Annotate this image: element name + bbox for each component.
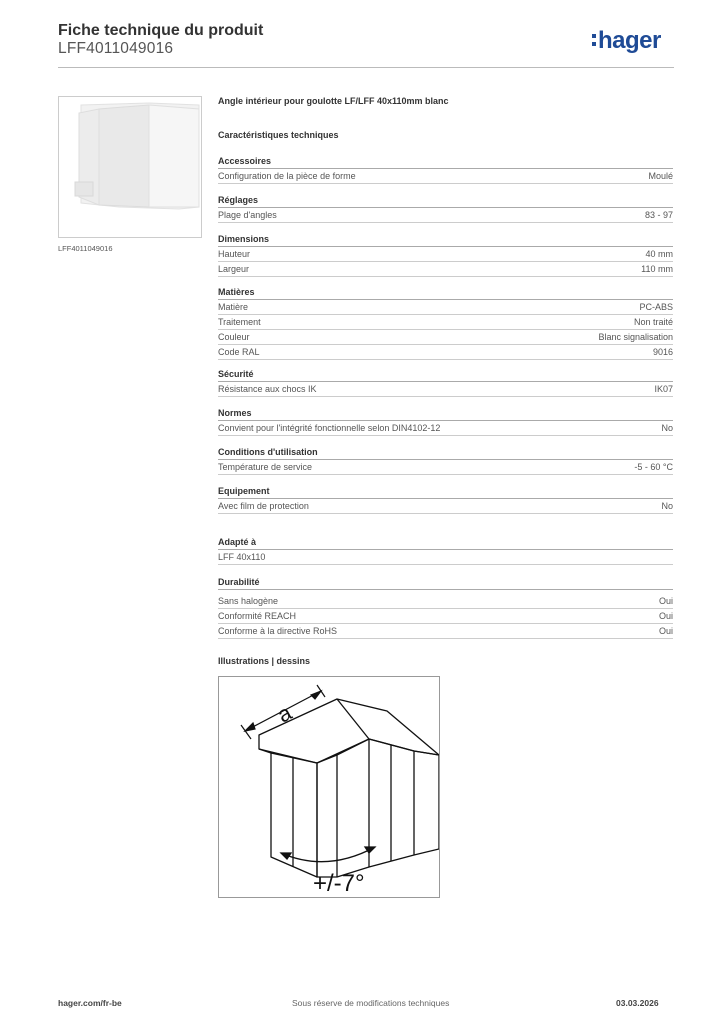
spec-row (218, 300, 673, 315)
product-name: Angle intérieur pour goulotte LF/LFF 40x110mm blanc (218, 96, 449, 106)
illustrations-title: Illustrations | dessins (218, 656, 311, 666)
footer-disclaimer: Sous réserve de modifications techniques (292, 998, 450, 1008)
product-code: LFF4011049016 (58, 40, 174, 57)
section-title-matieres: Matières (218, 287, 255, 297)
product-thumbnail (58, 96, 202, 238)
technical-drawing (218, 676, 440, 898)
product-thumbnail-image (59, 97, 201, 237)
angle-label: +/-7° (313, 870, 365, 897)
spec-label: Conformité REACH (218, 611, 297, 621)
spec-row (218, 208, 673, 223)
section-title-reglages: Réglages (218, 195, 259, 205)
spec-row (218, 345, 673, 360)
section-title-accessoires: Accessoires (218, 156, 272, 166)
spec-label: Convient pour l'intégrité fonctionnelle selon DIN4102-12 (218, 423, 441, 433)
spec-row (218, 550, 673, 565)
spec-value: Oui (658, 611, 673, 621)
spec-label: LFF 40x110 (218, 552, 266, 562)
dimension-label: a (273, 699, 296, 728)
spec-row (218, 421, 673, 436)
spec-value: 9016 (652, 347, 673, 357)
section-divider (218, 589, 673, 590)
spec-label: Résistance aux chocs IK (218, 384, 317, 394)
section-title-dimensions: Dimensions (218, 234, 270, 244)
spec-heading: Caractéristiques techniques (218, 130, 339, 140)
thumbnail-caption: LFF4011049016 (58, 244, 113, 253)
spec-row (218, 315, 673, 330)
spec-value: 110 mm (641, 264, 673, 274)
spec-value: -5 - 60 °C (634, 462, 673, 472)
spec-row (218, 594, 673, 609)
section-title-conditions: Conditions d'utilisation (218, 447, 318, 457)
spec-value: PC-ABS (639, 302, 673, 312)
section-title-securite: Sécurité (218, 369, 254, 379)
spec-row (218, 330, 673, 345)
spec-label: Traitement (218, 317, 261, 327)
spec-value: Blanc signalisation (598, 332, 673, 342)
spec-row (218, 262, 673, 277)
spec-row (218, 624, 673, 639)
spec-value: Oui (658, 596, 673, 606)
spec-row (218, 247, 673, 262)
spec-label: Sans halogène (218, 596, 279, 606)
spec-row (218, 169, 673, 184)
spec-label: Code RAL (218, 347, 260, 357)
section-title-normes: Normes (218, 408, 252, 418)
spec-label: Largeur (218, 264, 250, 274)
spec-value: Moulé (648, 171, 673, 181)
spec-row (218, 382, 673, 397)
technical-drawing-svg (219, 677, 439, 897)
spec-value: No (661, 501, 673, 511)
spec-row (218, 460, 673, 475)
section-title-adapte: Adapté à (218, 537, 257, 547)
page-title: Fiche technique du produit (58, 22, 264, 39)
spec-label: Couleur (218, 332, 250, 342)
spec-label: Température de service (218, 462, 313, 472)
spec-label: Configuration de la pièce de forme (218, 171, 356, 181)
spec-label: Plage d'angles (218, 210, 277, 220)
brand-name: hager (598, 27, 661, 54)
footer-website: hager.com/fr-be (58, 998, 122, 1008)
brand-logo (592, 27, 661, 55)
footer-date: 03.03.2026 (616, 998, 659, 1008)
spec-value: IK07 (654, 384, 673, 394)
spec-value: Oui (658, 626, 673, 636)
section-title-durabilite: Durabilité (218, 577, 260, 587)
spec-value: No (661, 423, 673, 433)
spec-label: Avec film de protection (218, 501, 309, 511)
spec-row (218, 499, 673, 514)
logo-dots-icon (592, 34, 596, 50)
spec-value: 40 mm (645, 249, 673, 259)
spec-label: Conforme à la directive RoHS (218, 626, 338, 636)
spec-label: Hauteur (218, 249, 251, 259)
spec-row (218, 609, 673, 624)
spec-value: 83 - 97 (644, 210, 673, 220)
section-title-equipement: Equipement (218, 486, 270, 496)
spec-label: Matière (218, 302, 249, 312)
spec-value: Non traité (633, 317, 673, 327)
header-divider (58, 67, 674, 68)
